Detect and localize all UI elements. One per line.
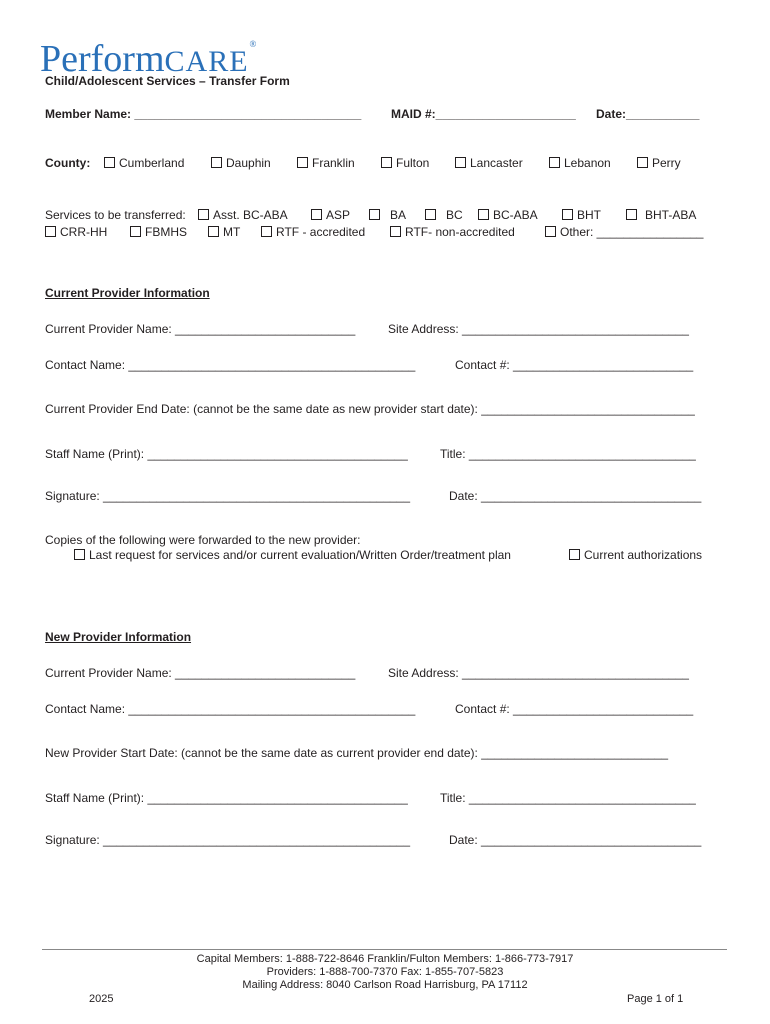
new-contact-name-field[interactable]: Contact Name: ___________________________________________ <box>45 702 416 716</box>
service-option[interactable] <box>626 208 696 222</box>
county-option-lebanon[interactable] <box>549 156 611 170</box>
county-option-label: Lebanon <box>564 156 611 170</box>
county-option-fulton[interactable] <box>381 156 429 170</box>
new-signature-field[interactable]: Signature: ______________________________________________ <box>45 833 411 847</box>
member-name-field[interactable]: Member Name: __________________________________ <box>45 107 362 121</box>
service-option-label: FBMHS <box>145 225 187 239</box>
service-option[interactable] <box>208 225 240 239</box>
county-label: County: <box>45 156 91 170</box>
copies-label: Copies of the following were forwarded to the new provider: <box>45 533 361 547</box>
footer-page-number: Page 1 of 1 <box>627 993 684 1005</box>
date-field[interactable]: Date:___________ <box>596 107 700 121</box>
copies-option-label: Current authorizations <box>584 548 703 562</box>
service-option-label: Asst. BC-ABA <box>213 208 288 222</box>
checkbox[interactable] <box>369 209 380 220</box>
county-option-cumberland[interactable] <box>104 156 184 170</box>
service-option-label: CRR-HH <box>60 225 108 239</box>
checkbox[interactable] <box>637 157 648 168</box>
county-option-label: Lancaster <box>470 156 523 170</box>
service-option[interactable] <box>311 208 350 222</box>
service-option[interactable] <box>198 208 288 222</box>
current-staff-name-field[interactable]: Staff Name (Print): _______________________________________ <box>45 447 408 461</box>
service-option-other[interactable] <box>545 225 703 239</box>
service-option-label: ASP <box>326 208 351 222</box>
footer-phone-providers: Providers: 1-888-700-7370 Fax: 1-855-707-5823 <box>266 966 504 978</box>
footer-year: 2025 <box>89 993 114 1005</box>
checkbox[interactable] <box>198 209 209 220</box>
current-contact-number-field[interactable]: Contact #: ___________________________ <box>455 358 694 372</box>
new-signature-date-field[interactable]: Date: _________________________________ <box>449 833 702 847</box>
new-contact-number-field[interactable]: Contact #: ___________________________ <box>455 702 694 716</box>
service-option-label: BHT <box>577 208 601 222</box>
checkbox[interactable] <box>626 209 637 220</box>
service-option-label: RTF - accredited <box>276 225 366 239</box>
checkbox[interactable] <box>130 226 141 237</box>
service-option-label: BC <box>446 208 463 222</box>
new-site-address-field[interactable]: Site Address: __________________________________ <box>388 666 689 680</box>
logo-perform: Perform <box>40 38 165 80</box>
checkbox[interactable] <box>261 226 272 237</box>
county-option-label: Dauphin <box>226 156 271 170</box>
copies-option-authorizations[interactable] <box>569 548 702 562</box>
copies-option-label: Last request for services and/or current evaluation/Written Order/treatment plan <box>89 548 511 562</box>
service-option[interactable] <box>478 208 538 222</box>
current-contact-name-field[interactable]: Contact Name: ___________________________________________ <box>45 358 416 372</box>
logo-registered: ® <box>249 39 257 49</box>
county-option-perry[interactable] <box>637 156 681 170</box>
service-option-label: Other: ________________ <box>560 225 704 239</box>
service-option-label: BHT-ABA <box>645 208 697 222</box>
county-option-dauphin[interactable] <box>211 156 271 170</box>
service-option-label: BA <box>390 208 407 222</box>
current-provider-end-date-field[interactable]: Current Provider End Date: (cannot be the same date as new provider start date): ________________________________ <box>45 402 695 416</box>
new-provider-name-field[interactable]: Current Provider Name: ___________________________ <box>45 666 356 680</box>
checkbox[interactable] <box>549 157 560 168</box>
checkbox[interactable] <box>390 226 401 237</box>
service-option[interactable] <box>130 225 187 239</box>
county-option-franklin[interactable] <box>297 156 355 170</box>
service-option[interactable] <box>562 208 601 222</box>
checkbox[interactable] <box>455 157 466 168</box>
logo-care: CARE <box>164 45 249 78</box>
checkbox[interactable] <box>211 157 222 168</box>
footer-divider <box>42 949 727 950</box>
form-title: Child/Adolescent Services – Transfer Form <box>45 74 290 88</box>
checkbox[interactable] <box>74 549 85 560</box>
maid-field[interactable]: MAID #:_____________________ <box>391 107 576 121</box>
service-option[interactable] <box>45 225 107 239</box>
checkbox[interactable] <box>562 209 573 220</box>
checkbox[interactable] <box>478 209 489 220</box>
checkbox[interactable] <box>381 157 392 168</box>
service-option-label: RTF- non-accredited <box>405 225 515 239</box>
service-option-label: BC-ABA <box>493 208 538 222</box>
service-option[interactable] <box>261 225 365 239</box>
checkbox[interactable] <box>311 209 322 220</box>
services-label: Services to be transferred: <box>45 208 186 222</box>
checkbox[interactable] <box>425 209 436 220</box>
current-signature-date-field[interactable]: Date: _________________________________ <box>449 489 702 503</box>
current-provider-name-field[interactable]: Current Provider Name: ___________________________ <box>45 322 356 336</box>
service-option[interactable] <box>390 225 515 239</box>
service-option[interactable] <box>425 208 463 222</box>
county-option-label: Cumberland <box>119 156 185 170</box>
checkbox[interactable] <box>545 226 556 237</box>
county-option-label: Franklin <box>312 156 355 170</box>
service-option[interactable] <box>369 208 406 222</box>
copies-option-request[interactable] <box>74 548 511 562</box>
checkbox[interactable] <box>569 549 580 560</box>
service-option-label: MT <box>223 225 241 239</box>
checkbox[interactable] <box>45 226 56 237</box>
county-option-label: Perry <box>652 156 681 170</box>
checkbox[interactable] <box>208 226 219 237</box>
current-signature-field[interactable]: Signature: ______________________________________________ <box>45 489 411 503</box>
new-staff-name-field[interactable]: Staff Name (Print): _______________________________________ <box>45 791 408 805</box>
county-option-label: Fulton <box>396 156 430 170</box>
current-title-field[interactable]: Title: __________________________________ <box>440 447 696 461</box>
new-provider-start-date-field[interactable]: New Provider Start Date: (cannot be the same date as current provider end date): ____________________________ <box>45 746 669 760</box>
current-provider-heading: Current Provider Information <box>45 286 210 300</box>
new-provider-heading: New Provider Information <box>45 630 192 644</box>
checkbox[interactable] <box>104 157 115 168</box>
new-title-field[interactable]: Title: __________________________________ <box>440 791 696 805</box>
current-site-address-field[interactable]: Site Address: __________________________________ <box>388 322 689 336</box>
footer-mailing-address: Mailing Address: 8040 Carlson Road Harrisburg, PA 17112 <box>242 979 528 991</box>
county-option-lancaster[interactable] <box>455 156 523 170</box>
checkbox[interactable] <box>297 157 308 168</box>
footer-phone-members: Capital Members: 1-888-722-8646 Franklin/Fulton Members: 1-866-773-7917 <box>196 953 574 965</box>
